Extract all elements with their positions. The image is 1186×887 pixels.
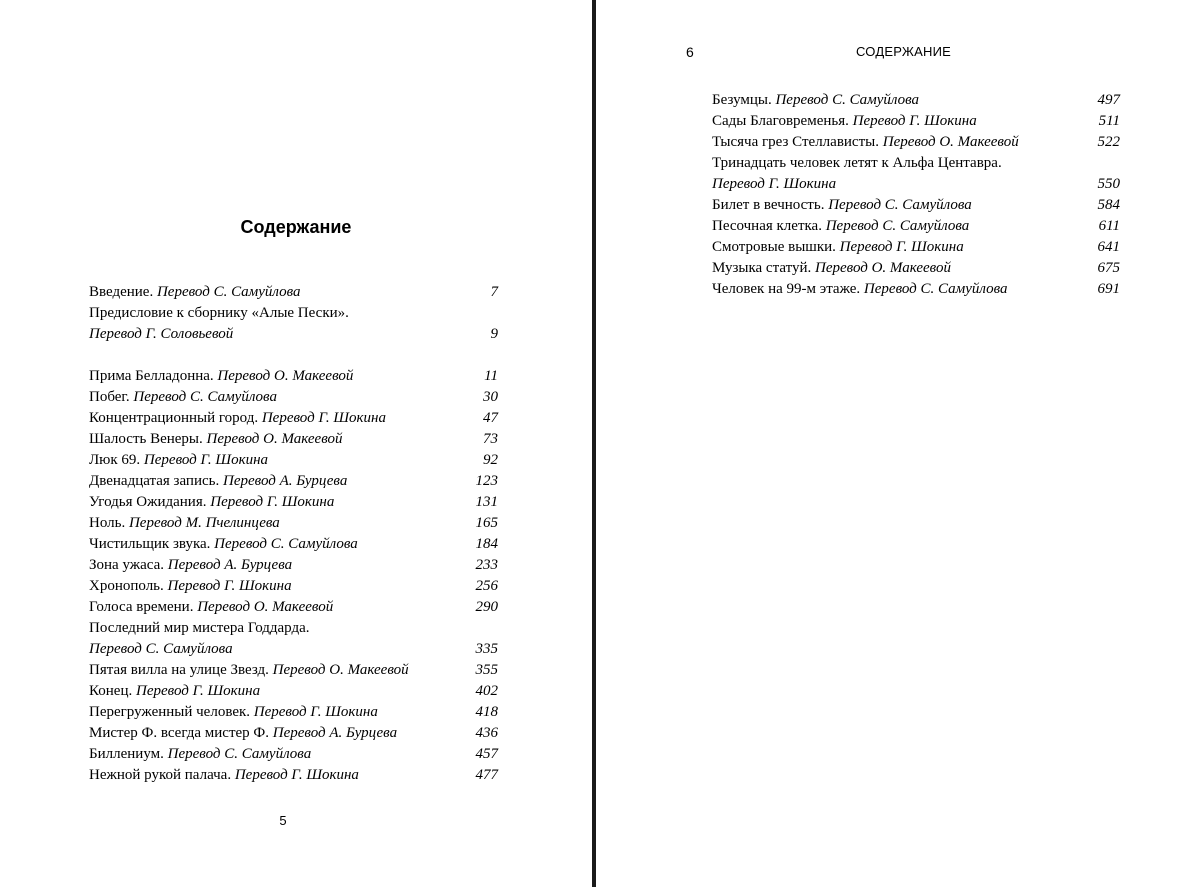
toc-page-number: 477 bbox=[475, 767, 498, 783]
translator-credit: Перевод О. Макеевой bbox=[197, 599, 334, 615]
toc-entry bbox=[712, 279, 1120, 300]
translator-credit: Перевод Г. Шокина bbox=[253, 704, 378, 720]
toc-page-number: 165 bbox=[475, 515, 498, 531]
toc-entry bbox=[89, 492, 498, 513]
toc-entry bbox=[89, 618, 498, 639]
toc-entry bbox=[712, 111, 1120, 132]
translator-credit: Перевод О. Макеевой bbox=[206, 431, 343, 447]
story-title: Побег. bbox=[89, 389, 130, 405]
page-number-footer: 5 bbox=[279, 813, 287, 828]
translator-credit: Перевод С. Самуйлова bbox=[214, 536, 358, 552]
toc-page-number: 131 bbox=[475, 494, 498, 510]
translator-credit: Перевод С. Самуйлова bbox=[89, 641, 233, 657]
toc-entry-text bbox=[712, 132, 1019, 153]
running-head: СОДЕРЖАНИЕ bbox=[856, 44, 952, 59]
toc-entry-text bbox=[89, 555, 292, 576]
translator-credit: Перевод Г. Шокина bbox=[167, 578, 292, 594]
toc-entry bbox=[712, 195, 1120, 216]
toc-entry-text bbox=[89, 639, 233, 660]
toc-entry bbox=[712, 216, 1120, 237]
story-title: Биллениум. bbox=[89, 746, 164, 762]
toc-page-number: 47 bbox=[483, 410, 498, 426]
toc-entry-text bbox=[712, 258, 951, 279]
toc-entry-text bbox=[712, 195, 972, 216]
toc-entry bbox=[89, 555, 498, 576]
translator-credit: Перевод Г. Шокина bbox=[135, 683, 261, 699]
toc-entry bbox=[89, 765, 498, 786]
translator-credit: Перевод А. Бурцева bbox=[272, 725, 398, 741]
story-title: Безумцы. bbox=[712, 92, 772, 108]
toc-entry bbox=[89, 534, 498, 555]
toc-page-number: 335 bbox=[475, 641, 498, 657]
translator-credit: Перевод Г. Шокина bbox=[210, 494, 335, 510]
toc-page-number: 522 bbox=[1097, 134, 1120, 150]
toc-entry-text bbox=[89, 576, 292, 597]
toc-entry bbox=[712, 132, 1120, 153]
toc-entry-text bbox=[712, 216, 969, 237]
toc-page-number: 436 bbox=[475, 725, 498, 741]
right-page bbox=[596, 0, 1186, 887]
story-title: Сады Благовременья. bbox=[712, 113, 849, 129]
story-title: Люк 69. bbox=[89, 452, 141, 468]
toc-entry bbox=[89, 303, 498, 324]
toc-entry-text bbox=[89, 765, 359, 786]
toc-page-number: 11 bbox=[484, 368, 498, 384]
toc-entry bbox=[89, 471, 498, 492]
toc-entry bbox=[89, 366, 498, 387]
story-title: Тринадцать человек летят к Альфа Центавра. bbox=[712, 155, 1002, 171]
story-title: Угодья Ожидания. bbox=[89, 494, 207, 510]
translator-credit: Перевод О. Макеевой bbox=[815, 260, 951, 276]
toc-page-number: 7 bbox=[490, 284, 498, 300]
toc-entry-text bbox=[89, 744, 311, 765]
toc-page-number: 123 bbox=[475, 473, 498, 489]
translator-credit: Перевод А. Бурцева bbox=[222, 473, 348, 489]
story-title: Голоса времени. bbox=[89, 599, 194, 615]
toc-page-number: 550 bbox=[1097, 176, 1120, 192]
story-title: Нежной рукой палача. bbox=[89, 767, 232, 783]
toc-entry-text bbox=[89, 597, 333, 618]
translator-credit: Перевод Г. Шокина bbox=[712, 176, 837, 192]
translator-credit: Перевод С. Самуйлова bbox=[825, 218, 970, 234]
toc-entry-text bbox=[89, 492, 334, 513]
toc-list bbox=[89, 366, 498, 786]
toc-list bbox=[712, 90, 1120, 300]
toc-page-number: 184 bbox=[475, 536, 498, 552]
toc-entry bbox=[89, 597, 498, 618]
toc-entry-text bbox=[89, 450, 268, 471]
toc-entry-text bbox=[89, 618, 310, 639]
story-title: Тысяча грез Стеллависты. bbox=[712, 134, 879, 150]
story-title: Музыка статуй. bbox=[712, 260, 812, 276]
translator-credit: Перевод О. Макеевой bbox=[217, 368, 354, 384]
toc-entry bbox=[89, 744, 498, 765]
story-title: Чистильщик звука. bbox=[89, 536, 211, 552]
toc-page-number: 30 bbox=[483, 389, 498, 405]
translator-credit: Перевод М. Пчелинцева bbox=[128, 515, 280, 531]
translator-credit: Перевод С. Самуйлова bbox=[828, 197, 972, 213]
toc-entry bbox=[89, 702, 498, 723]
story-title: Мистер Ф. всегда мистер Ф. bbox=[89, 725, 270, 741]
toc-entry-text bbox=[89, 660, 409, 681]
toc-entry-text bbox=[89, 408, 386, 429]
toc-entry bbox=[89, 450, 498, 471]
translator-credit: Перевод А. Бурцева bbox=[167, 557, 293, 573]
toc-entry bbox=[712, 90, 1120, 111]
toc-page-number: 584 bbox=[1097, 197, 1120, 213]
translator-credit: Перевод С. Самуйлова bbox=[133, 389, 277, 405]
translator-credit: Перевод С. Самуйлова bbox=[863, 281, 1008, 297]
toc-page-number: 9 bbox=[490, 326, 498, 342]
story-title: Двенадцатая запись. bbox=[89, 473, 220, 489]
toc-entry bbox=[89, 387, 498, 408]
toc-entry-text bbox=[712, 279, 1008, 300]
toc-front-matter bbox=[89, 282, 498, 345]
translator-credit: Перевод Г. Шокина bbox=[261, 410, 386, 426]
toc-entry bbox=[89, 408, 498, 429]
toc-entry-text bbox=[89, 303, 349, 324]
toc-page-number: 641 bbox=[1097, 239, 1120, 255]
story-title: Предисловие к сборнику «Алые Пески». bbox=[89, 305, 349, 321]
story-title: Зона ужаса. bbox=[89, 557, 165, 573]
toc-page-number: 73 bbox=[483, 431, 498, 447]
story-title: Человек на 99-м этаже. bbox=[712, 281, 861, 297]
page-title: Содержание bbox=[240, 217, 352, 237]
toc-entry bbox=[89, 660, 498, 681]
translator-credit: Перевод Г. Шокина bbox=[234, 767, 359, 783]
story-title: Билет в вечность. bbox=[712, 197, 825, 213]
toc-entry-text bbox=[712, 153, 1002, 174]
toc-entry-text bbox=[89, 513, 280, 534]
toc-entry-text bbox=[89, 702, 378, 723]
story-title: Введение. bbox=[89, 284, 154, 300]
story-title: Смотровые вышки. bbox=[712, 239, 836, 255]
toc-page-number: 256 bbox=[475, 578, 498, 594]
toc-entry bbox=[712, 174, 1120, 195]
page-number-header: 6 bbox=[686, 44, 694, 60]
toc-page-number: 497 bbox=[1097, 92, 1120, 108]
toc-entry-text bbox=[89, 429, 343, 450]
toc-entry bbox=[89, 723, 498, 744]
toc-entry-text bbox=[712, 90, 919, 111]
toc-entry-text bbox=[89, 534, 358, 555]
translator-credit: Перевод О. Макеевой bbox=[272, 662, 409, 678]
toc-page-number: 402 bbox=[475, 683, 498, 699]
translator-credit: Перевод Г. Соловьевой bbox=[89, 326, 234, 342]
toc-entry bbox=[89, 282, 498, 303]
toc-entry-text bbox=[89, 471, 347, 492]
toc-entry bbox=[89, 681, 498, 702]
toc-entry-text bbox=[712, 237, 964, 258]
translator-credit: Перевод С. Самуйлова bbox=[167, 746, 312, 762]
toc-page-number: 355 bbox=[475, 662, 498, 678]
story-title: Последний мир мистера Годдарда. bbox=[89, 620, 310, 636]
toc-entry bbox=[89, 513, 498, 534]
toc-entry bbox=[89, 429, 498, 450]
translator-credit: Перевод Г. Шокина bbox=[839, 239, 964, 255]
toc-entry bbox=[89, 324, 498, 345]
translator-credit: Перевод Г. Шокина bbox=[143, 452, 269, 468]
toc-page-number: 418 bbox=[475, 704, 498, 720]
toc-page-number: 457 bbox=[475, 746, 498, 762]
toc-entry bbox=[89, 639, 498, 660]
story-title: Перегруженный человек. bbox=[89, 704, 251, 720]
toc-entry bbox=[712, 153, 1120, 174]
translator-credit: Перевод С. Самуйлова bbox=[156, 284, 301, 300]
story-title: Шалость Венеры. bbox=[89, 431, 203, 447]
toc-entry-text bbox=[89, 387, 277, 408]
toc-entry-text bbox=[89, 723, 397, 744]
story-title: Хронополь. bbox=[89, 578, 164, 594]
translator-credit: Перевод Г. Шокина bbox=[852, 113, 977, 129]
toc-entry-text bbox=[712, 111, 977, 132]
toc-page-number: 691 bbox=[1097, 281, 1120, 297]
toc-page-number: 92 bbox=[483, 452, 498, 468]
translator-credit: Перевод О. Макеевой bbox=[882, 134, 1019, 150]
left-page bbox=[0, 0, 592, 887]
toc-entry bbox=[89, 576, 498, 597]
toc-page-number: 611 bbox=[1098, 218, 1120, 234]
toc-page-number: 675 bbox=[1097, 260, 1120, 276]
toc-entry-text bbox=[89, 282, 301, 303]
story-title: Конец. bbox=[89, 683, 133, 699]
toc-entry bbox=[712, 237, 1120, 258]
toc-entry-text bbox=[89, 366, 353, 387]
story-title: Концентрационный город. bbox=[89, 410, 259, 426]
toc-entry-text bbox=[712, 174, 836, 195]
toc-page-number: 290 bbox=[475, 599, 498, 615]
toc-page-number: 511 bbox=[1098, 113, 1120, 129]
translator-credit: Перевод С. Самуйлова bbox=[775, 92, 920, 108]
toc-page-number: 233 bbox=[475, 557, 498, 573]
story-title: Пятая вилла на улице Звезд. bbox=[89, 662, 269, 678]
toc-entry-text bbox=[89, 324, 233, 345]
story-title: Песочная клетка. bbox=[712, 218, 822, 234]
story-title: Ноль. bbox=[89, 515, 126, 531]
toc-entry bbox=[712, 258, 1120, 279]
toc-entry-text bbox=[89, 681, 260, 702]
story-title: Прима Белладонна. bbox=[89, 368, 214, 384]
